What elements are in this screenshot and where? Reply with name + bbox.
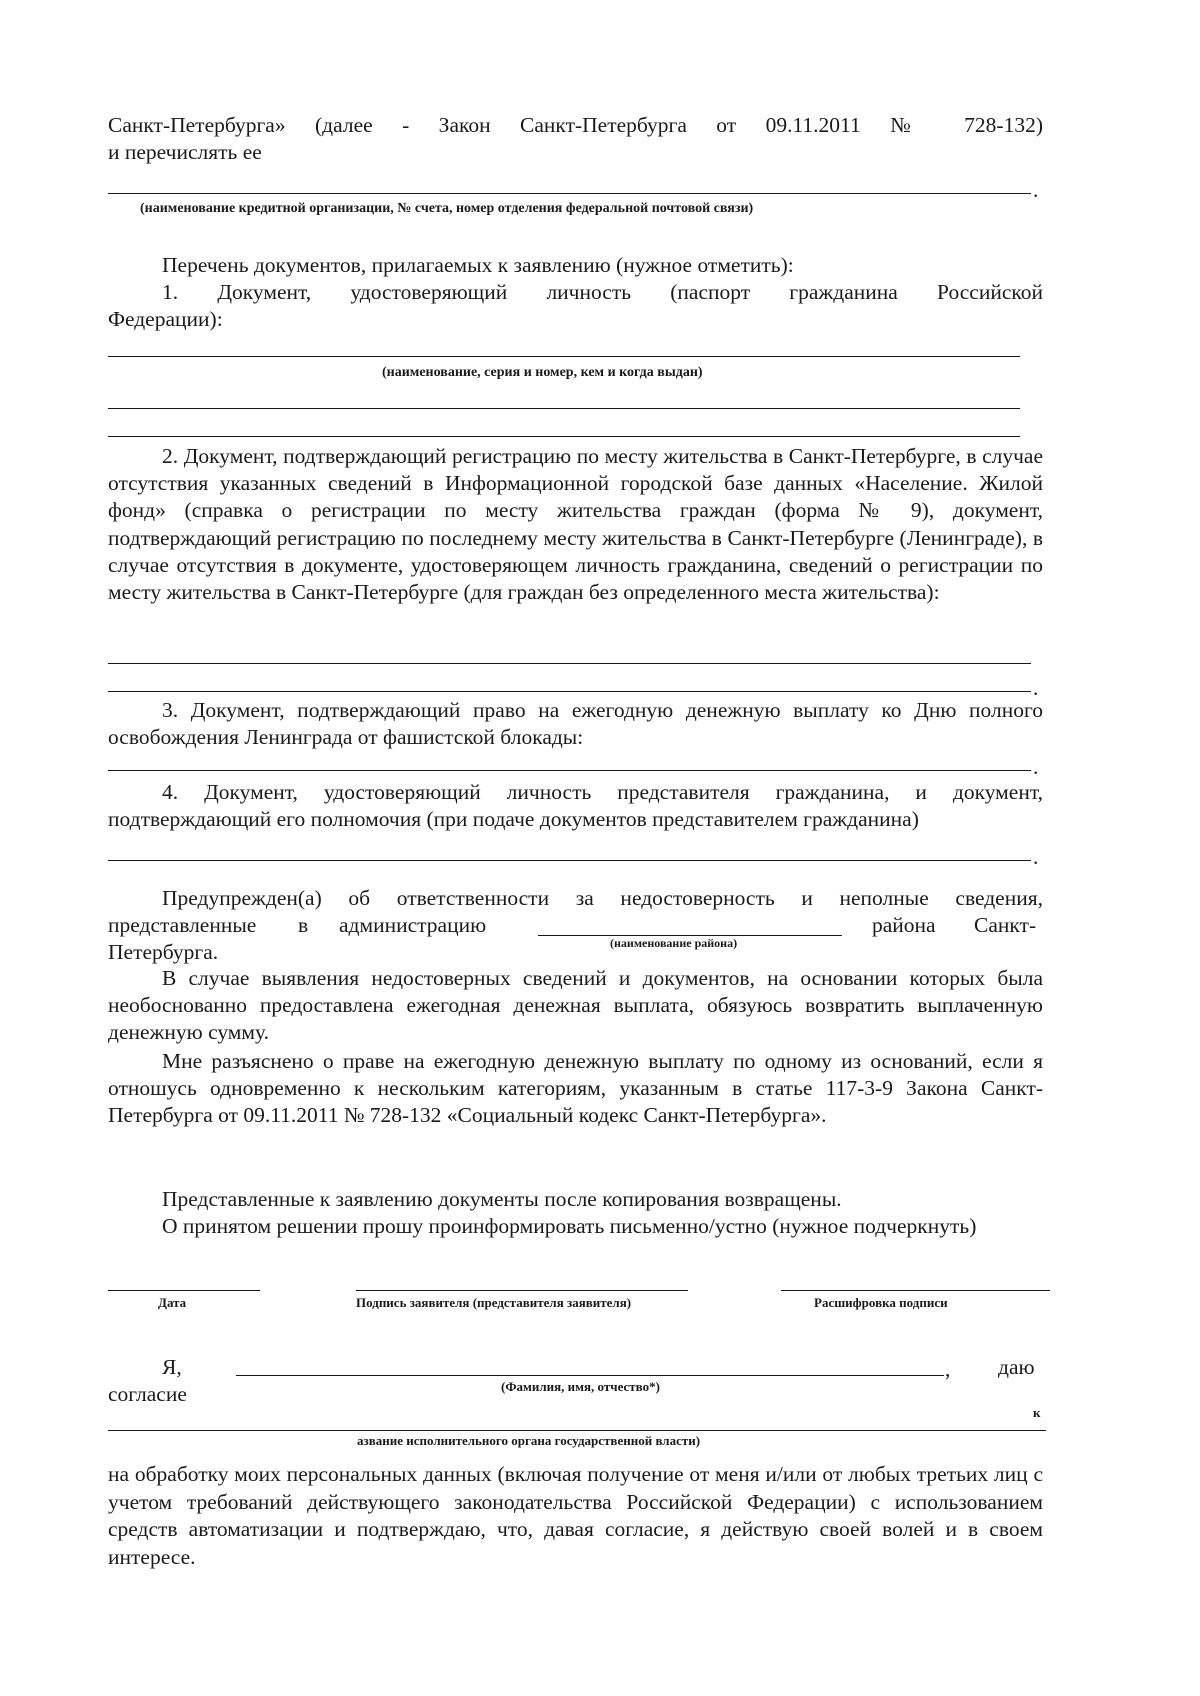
document-item-3: 3. Документ, подтверждающий право на ежегодную денежную выплату ко Дню полного освобождения Ленинграда от фашистской блокады: [108, 698, 1043, 750]
consent-k: к [1033, 1405, 1041, 1420]
warning-word-presented: представленные [108, 913, 257, 937]
period: . [1033, 845, 1039, 869]
period: . [1033, 676, 1039, 700]
warning-word-spb: Санкт- [974, 913, 1037, 937]
representative-line[interactable] [108, 860, 1031, 861]
consent-soglasie: согласие [108, 1382, 187, 1406]
document-item-2: 2. Документ, подтверждающий регистрацию по месту жительства в Санкт-Петербурге, в случае отсутствия указанных сведений в Информационной городской базе данных «Население. Жилой фонд» (справка о регистрации по месту жительства граждан (форма № 9), документ, подтверждающий регистрацию по последнему месту жительства в Санкт-Петербурге (Ленинграде), в случае отсутствия в документе, удостоверяющем личность гражданина, сведений о регистрации по месту жительства в Санкт-Петербурге (для граждан без определенного места жительства): [108, 444, 1043, 605]
warning-line-1: Предупрежден(а) об ответственности за недостоверность и неполные сведения, [162, 886, 1043, 910]
refund-paragraph: В случае выявления недостоверных сведений и документов, на основании которых была необоснованно предоставлена ежегодная денежная выплата, обязуюсь возвратить выплаченную денежную сумму. [108, 966, 1043, 1045]
registration-line-2[interactable] [108, 691, 1031, 692]
id-document-line-1[interactable] [108, 356, 1020, 357]
document-item-4: 4. Документ, удостоверяющий личность представителя гражданина, и документ, подтверждающий его полномочия (при подаче документов представителем гражданина) [108, 780, 1043, 832]
signature-decoding-caption: Расшифровка подписи [814, 1295, 948, 1310]
executive-body-field[interactable] [108, 1430, 1046, 1431]
district-caption: (наименование района) [610, 936, 738, 950]
warning-word-spb-end: Петербурга. [108, 940, 219, 964]
document-item-1: 1. Документ, удостоверяющий личность (паспорт гражданина Российской [162, 280, 1043, 304]
header-line-2: и перечислять ее [108, 140, 262, 164]
full-name-field[interactable] [236, 1375, 944, 1376]
document-item-1-cont: Федерации): [108, 307, 223, 331]
consent-comma: , [945, 1357, 951, 1381]
signature-field[interactable] [356, 1290, 688, 1291]
bank-details-caption: (наименование кредитной организации, № счета, номер отделения федеральной почтовой связи) [140, 201, 754, 216]
period: . [1033, 755, 1039, 779]
header-line-1: Санкт-Петербурга» (далее - Закон Санкт-Петербурга от 09.11.2011 № 728-132) [108, 113, 1043, 137]
warning-word-in: в [298, 913, 309, 937]
inform-paragraph: О принятом решении прошу проинформировать письменно/устно (нужное подчеркнуть) [162, 1214, 977, 1238]
id-document-line-3[interactable] [108, 436, 1020, 437]
warning-word-district: района [872, 913, 936, 937]
bank-details-line[interactable] [108, 193, 1031, 194]
signature-caption: Подпись заявителя (представителя заявителя) [356, 1295, 632, 1310]
right-document-line[interactable] [108, 770, 1031, 771]
signature-decoding-field[interactable] [781, 1290, 1050, 1291]
executive-body-caption: азвание исполнительного органа государственной власти) [357, 1433, 701, 1448]
date-caption: Дата [158, 1295, 187, 1310]
explained-paragraph: Мне разъяснено о праве на ежегодную денежную выплату по одному из оснований, если я отношусь одновременно к нескольким категориям, указанным в статье 117-3-9 Закона Санкт-Петербурга от 09.11.2011 № 728-132 «Социальный кодекс Санкт-Петербурга». [108, 1049, 1043, 1128]
date-field[interactable] [108, 1290, 260, 1291]
id-document-line-2[interactable] [108, 408, 1020, 409]
consent-ya: Я, [162, 1355, 182, 1379]
period: . [1033, 178, 1039, 202]
full-name-caption: (Фамилия, имя, отчество*) [501, 1379, 660, 1394]
returned-paragraph: Представленные к заявлению документы после копирования возвращены. [162, 1187, 842, 1211]
documents-heading: Перечень документов, прилагаемых к заявлению (нужное отметить): [162, 253, 794, 277]
consent-paragraph: на обработку моих персональных данных (включая получение от меня и/или от любых третьих лиц с учетом требований действующего законодательства Российской Федерации) с использованием средств автоматизации и подтверждаю, что, давая согласие, я действую своей волей и в своем интересе. [108, 1462, 1043, 1569]
warning-word-admin: администрацию [339, 913, 487, 937]
id-document-caption: (наименование, серия и номер, кем и когда выдан) [382, 365, 703, 380]
registration-line-1[interactable] [108, 663, 1031, 664]
consent-dayu: даю [998, 1355, 1035, 1379]
